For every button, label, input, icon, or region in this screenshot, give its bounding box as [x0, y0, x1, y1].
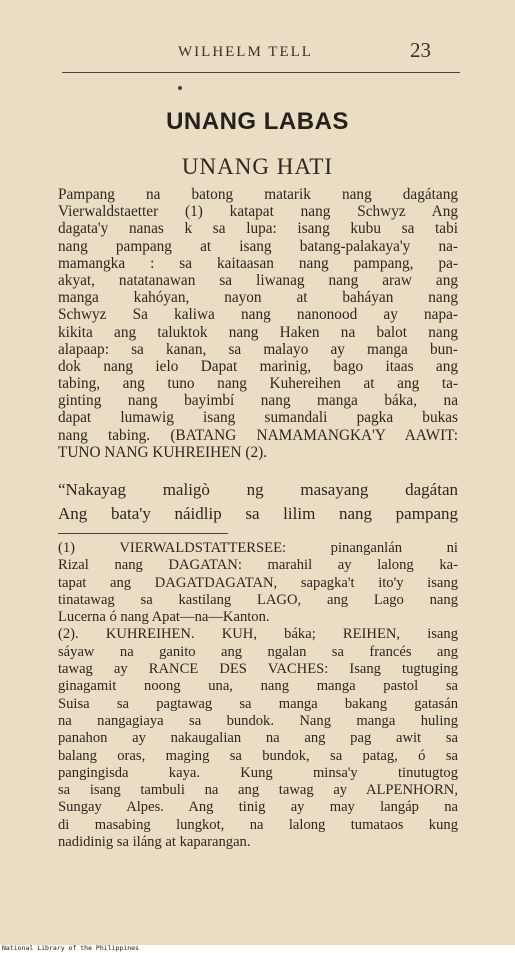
section-title: UNANG HATI: [181, 154, 334, 179]
body-line: Schwyz Sa kaliwa nang nanonood ay napa-: [58, 306, 458, 324]
body-line: dapat lumawig isang sumandali pagka bukas: [58, 409, 458, 427]
page-number: 23: [410, 38, 431, 62]
footnote-line: pangingisda kaya. Kung minsa'y tinutugtog: [58, 764, 458, 781]
footnote-line: ginagamit noong una, nang manga pastol sa: [58, 678, 458, 695]
body-line: kikita ang taluktok nang Haken na balot nang: [58, 323, 458, 341]
footnote-rule: [58, 533, 228, 534]
header-rule: [62, 72, 460, 73]
footnote-line: tapat ang DAGATDAGATAN, sapagka't ito'y isang: [58, 574, 458, 591]
ornament-dot: [178, 86, 182, 90]
footnote-line: sa isang tambuli na ang tawag ay ALPENHORN,: [58, 782, 458, 799]
body-line: TUNO NANG KUHREIHEN (2).: [58, 443, 268, 461]
chapter-title: UNANG LABAS: [166, 108, 349, 135]
body-line: dok nang ielo Dapat marinig, bago itaas ang: [58, 357, 458, 375]
footnote-line: balang oras, maging sa bundok, sa patag, ó sa: [58, 747, 458, 764]
body-line: alapaap: sa kanan, sa malayo ay manga bun-: [58, 340, 458, 358]
footnote-line: Lucerna ó nang Apat—na—Kanton.: [58, 609, 270, 626]
body-line: manga kahóyan, nayon at baháyan nang: [58, 289, 458, 307]
song-verse: [58, 478, 458, 526]
footnote-line: na nangagiaya sa bundok. Nang manga huling: [58, 712, 458, 729]
source-credit: National Library of the Philippines: [2, 944, 139, 952]
verse-line: Ang bata'y náidlip sa lilim nang pampang: [58, 504, 458, 523]
verse-line: “Nakayag maligò ng masayang dagátan: [58, 480, 458, 499]
body-line: akyat, natatanawan sa liwanag nang araw ang: [58, 271, 458, 289]
body-line: nang pampang at isang batang-palakaya'y na-: [58, 237, 458, 255]
footnote-line: sáyaw na ganito ang ngalan sa francés ang: [58, 643, 458, 660]
footnote-line: Suisa sa pagtawag sa manga bakang gatasán: [58, 695, 458, 712]
body-line: ginting nang bayimbí nang manga báka, na: [58, 392, 458, 410]
footnotes: [58, 540, 458, 851]
body-line: Pampang na batong matarik nang dagátang: [58, 186, 458, 203]
footnote-line: tinatawag sa kastilang LAGO, ang Lago nang: [58, 591, 458, 608]
footnote-line: di masabing lungkot, na lalong tumataos kung: [58, 816, 458, 833]
footnote-line: tawag ay RANCE DES VACHES: Isang tugtuging: [58, 661, 458, 678]
footnote-line: (2). KUHREIHEN. KUH, báka; REIHEN, isang: [58, 626, 458, 643]
body-line: tabing, ang tuno nang Kuhereihen at ang ta-: [58, 375, 458, 393]
footnote-line: Rizal nang DAGATAN: marahil ay lalong ka-: [58, 557, 458, 574]
body-line: dagata'y nanas k sa lupa: isang kubu sa tabi: [58, 220, 458, 238]
footnote-line: nadidinig sa iláng at kaparangan.: [58, 834, 251, 851]
body-paragraph: [58, 186, 458, 461]
running-head: WILHELM TELL: [178, 44, 313, 60]
footnote-line: panahon ay nakaugalian na ang pag awit sa: [58, 730, 458, 747]
body-line: mamangka : sa kaitaasan nang pampang, pa-: [58, 254, 458, 272]
body-line: Vierwaldstaetter (1) katapat nang Schwyz Ang: [58, 203, 458, 221]
footnote-line: (1) VIERWALDSTATTERSEE: pinanganlán ni: [58, 540, 458, 556]
footnote-line: Sungay Alpes. Ang tinig ay may langáp na: [58, 799, 458, 816]
body-line: nang tabing. (BATANG NAMAMANGKA'Y AAWIT:: [58, 426, 458, 444]
